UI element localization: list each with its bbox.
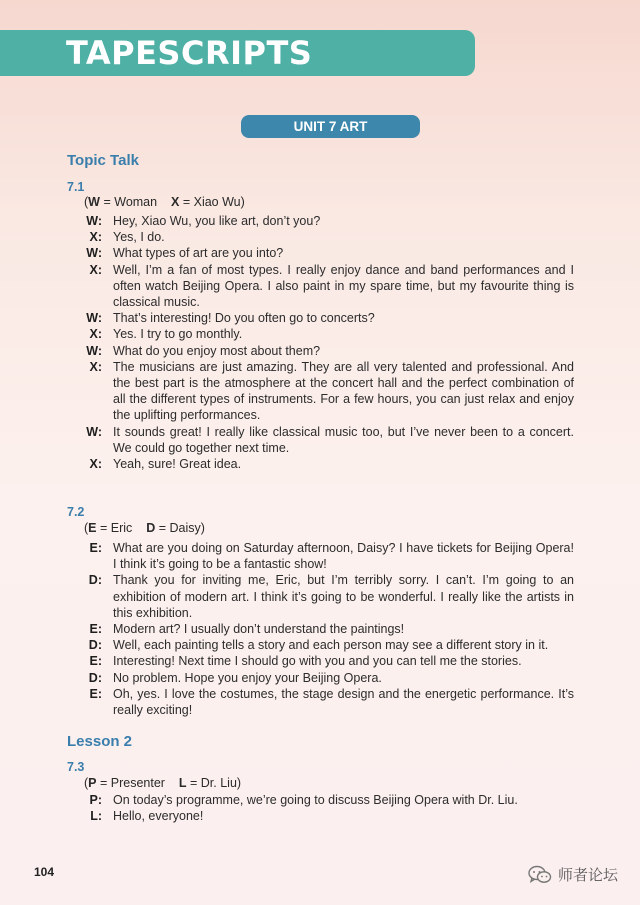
dialog-line xyxy=(78,262,574,311)
line-text: Well, I’m a fan of most types. I really enjoy dance and band performances and I often watch Beijing Opera. I also paint in my spare time, but my favourite thing is classical music. xyxy=(113,262,574,310)
wechat-icon xyxy=(528,865,552,885)
dialog-line xyxy=(78,540,574,572)
speaker-label: X: xyxy=(89,359,102,374)
line-text: Oh, yes. I love the costumes, the stage design and the energetic performance. It’s really exciting! xyxy=(113,686,574,718)
dialog-line xyxy=(78,424,574,456)
line-text: Modern art? I usually don’t understand the paintings! xyxy=(113,622,405,637)
line-text: What are you doing on Saturday afternoon, Daisy? I have tickets for Beijing Opera! I think it’s going to be a fantastic show! xyxy=(113,541,574,572)
speaker-code: W xyxy=(88,195,100,209)
speaker-label: X: xyxy=(89,457,102,472)
speaker-legend: (E = Eric D = Daisy) xyxy=(84,521,205,535)
line-text: It sounds great! I really like classical music too, but I’ve never been to a concert. We could go together next time. xyxy=(113,424,574,455)
dialog-line xyxy=(78,670,574,686)
line-text: Well, each painting tells a story and each person may see a different story in it. xyxy=(113,638,549,653)
speaker-code: P xyxy=(88,776,97,790)
speaker-code: L xyxy=(178,776,187,790)
dialog-line xyxy=(78,637,574,653)
section-title-topic-talk: Topic Talk xyxy=(67,152,139,169)
section-title-lesson-2: Lesson 2 xyxy=(67,733,133,750)
speaker-legend: (W = Woman X = Xiao Wu) xyxy=(84,195,245,209)
speaker-name: = Xiao Wu) xyxy=(182,195,245,209)
speaker-code: E xyxy=(88,521,97,535)
dialog-line xyxy=(78,808,574,824)
speaker-label: W: xyxy=(86,214,102,228)
line-text: Hey, Xiao Wu, you like art, don’t you? xyxy=(113,214,321,228)
speaker-legend: (P = Presenter L = Dr. Liu) xyxy=(84,776,242,790)
speaker-code: D xyxy=(146,521,156,535)
header-bar xyxy=(0,30,475,76)
watermark-text: 师者论坛 xyxy=(558,867,619,884)
speaker-label: D: xyxy=(88,638,102,653)
speaker-name: = Presenter xyxy=(100,776,165,790)
line-text: Yes, I do. xyxy=(113,230,165,245)
speaker-label: E: xyxy=(89,541,102,555)
speaker-label: E: xyxy=(89,654,102,669)
speaker-label: W: xyxy=(86,311,102,326)
line-text: The musicians are just amazing. They are all very talented and professional. And the best part is the atmosphere at the concert hall and the perfect combination of all the different types of instruments. For a few hours, you can just relax and enjoy the uplifting performances. xyxy=(113,359,574,423)
watermark xyxy=(528,864,618,885)
line-text: What do you enjoy most about them? xyxy=(113,343,321,358)
dialog-line xyxy=(78,310,574,326)
line-text: Yes. I try to go monthly. xyxy=(113,327,243,342)
page-number: 104 xyxy=(34,865,55,879)
track-number: 7.2 xyxy=(67,505,85,519)
speaker-name: = Daisy) xyxy=(158,521,205,535)
speaker-label: P: xyxy=(89,793,102,807)
dialog-line xyxy=(78,456,574,472)
page-title: TAPESCRIPTS xyxy=(66,34,313,72)
dialog-line xyxy=(78,229,574,245)
speaker-name: = Dr. Liu) xyxy=(190,776,242,790)
speaker-label: X: xyxy=(89,262,102,277)
line-text: No problem. Hope you enjoy your Beijing Opera. xyxy=(113,670,382,685)
speaker-label: D: xyxy=(88,573,102,588)
speaker-label: E: xyxy=(89,686,102,701)
dialog-line xyxy=(78,686,574,718)
dialog-line xyxy=(78,343,574,359)
speaker-code: X xyxy=(171,195,180,209)
dialog-line xyxy=(78,359,574,424)
speaker-name: = Eric xyxy=(100,521,133,535)
unit-badge: UNIT 7 ART xyxy=(241,115,420,138)
track-number: 7.1 xyxy=(67,180,85,194)
speaker-name: = Woman xyxy=(103,195,158,209)
track-number: 7.3 xyxy=(67,760,85,774)
line-text: That’s interesting! Do you often go to concerts? xyxy=(113,311,375,326)
speaker-label: D: xyxy=(88,670,102,685)
speaker-label: W: xyxy=(86,246,102,261)
dialog-7-2 xyxy=(78,540,574,718)
dialog-7-1 xyxy=(78,213,574,472)
line-text: What types of art are you into? xyxy=(113,246,284,261)
dialog-line xyxy=(78,213,574,229)
line-text: Yeah, sure! Great idea. xyxy=(113,457,242,472)
speaker-label: W: xyxy=(86,343,102,358)
speaker-label: E: xyxy=(89,622,102,637)
speaker-label: X: xyxy=(89,230,102,245)
line-text: Thank you for inviting me, Eric, but I’m terribly sorry. I can’t. I’m going to an exhibition of modern art. I think it’s going to be wonderful. I really like the artists in this exhibition. xyxy=(113,573,574,620)
dialog-7-3 xyxy=(78,792,574,824)
dialog-line xyxy=(78,245,574,261)
dialog-line xyxy=(78,621,574,637)
dialog-line xyxy=(78,653,574,669)
line-text: On today’s programme, we’re going to discuss Beijing Opera with Dr. Liu. xyxy=(113,793,518,807)
dialog-line xyxy=(78,326,574,342)
speaker-label: L: xyxy=(90,809,102,824)
line-text: Hello, everyone! xyxy=(113,809,204,824)
speaker-label: W: xyxy=(86,424,102,439)
dialog-line xyxy=(78,792,574,808)
speaker-label: X: xyxy=(89,327,102,342)
dialog-line xyxy=(78,572,574,621)
line-text: Interesting! Next time I should go with you and you can tell me the stories. xyxy=(113,654,522,669)
